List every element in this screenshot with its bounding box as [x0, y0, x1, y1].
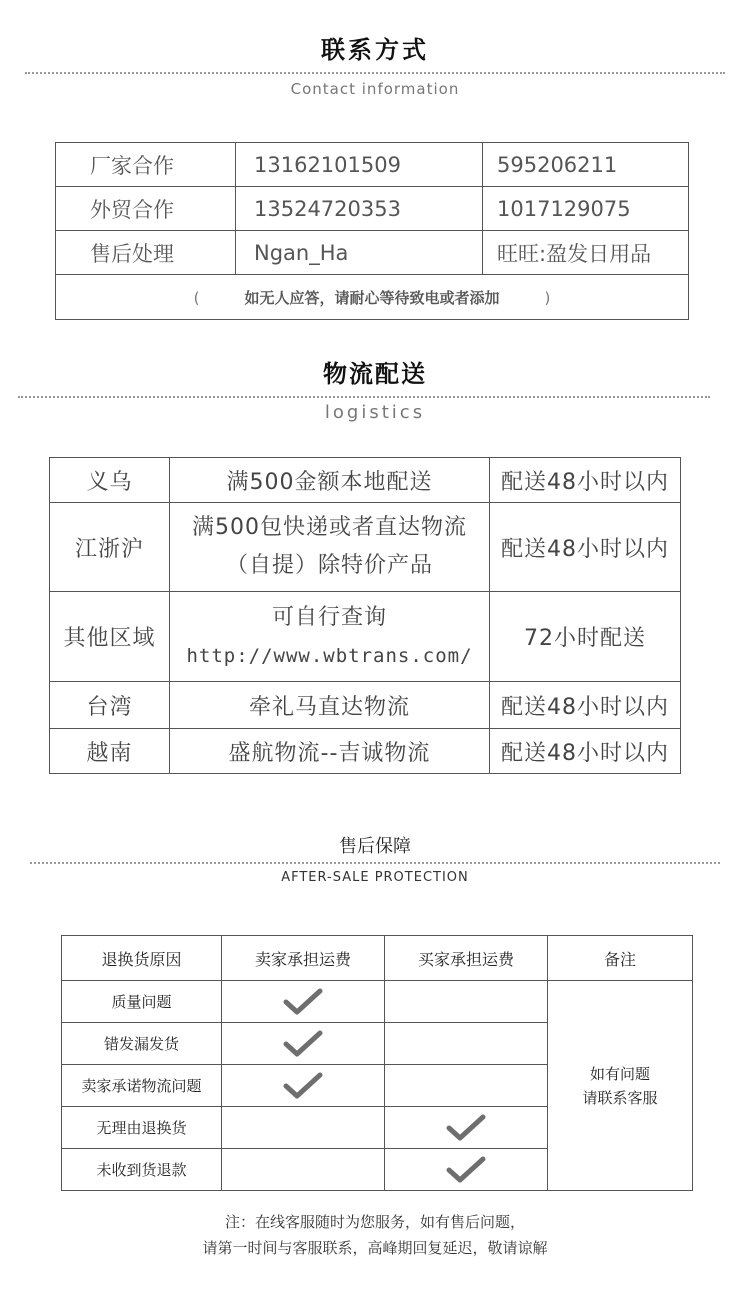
check-icon — [283, 1072, 323, 1100]
seller-cell — [222, 1149, 385, 1191]
check-icon — [446, 1156, 486, 1184]
aftersale-subtitle: AFTER-SALE PROTECTION — [281, 870, 469, 885]
buyer-cell — [385, 981, 548, 1023]
logistics-url[interactable]: http://www.wbtrans.com/ — [186, 644, 473, 667]
aftersale-title: 售后保障 — [339, 836, 411, 857]
aftersale-reason: 无理由退换货 — [62, 1107, 222, 1149]
aftersale-reason: 卖家承诺物流问题 — [62, 1065, 222, 1107]
contact-label: 厂家合作 — [56, 143, 236, 187]
logistics-method: 满500金额本地配送 — [170, 458, 490, 503]
contact-wechat: Ngan_Ha — [236, 231, 483, 275]
logistics-time: 配送48小时以内 — [490, 503, 681, 592]
contact-row — [56, 231, 689, 275]
aftersale-row — [62, 981, 693, 1023]
aftersale-remark — [548, 981, 693, 1191]
remark-line: 请联系客服 — [582, 1088, 658, 1107]
logistics-region: 越南 — [50, 729, 170, 774]
aftersale-table — [61, 935, 693, 1191]
logistics-time: 配送48小时以内 — [490, 682, 681, 729]
contact-row — [56, 143, 689, 187]
aftersale-header-row — [62, 936, 693, 981]
aftersale-reason: 未收到货退款 — [62, 1149, 222, 1191]
seller-cell — [222, 981, 385, 1023]
logistics-method-line: 可自行查询 — [271, 604, 387, 630]
check-icon — [283, 988, 323, 1016]
contact-wangwang: 旺旺:盈发日用品 — [483, 231, 689, 275]
footer-line-2: 请第一时间与客服联系，高峰期回复延迟，敬请谅解 — [202, 1239, 548, 1257]
note-open-paren: ( — [193, 288, 200, 307]
buyer-cell — [385, 1149, 548, 1191]
contact-table — [55, 142, 689, 320]
logistics-row — [50, 503, 681, 592]
logistics-row — [50, 682, 681, 729]
contact-phone: 13162101509 — [236, 143, 483, 187]
check-icon — [283, 1030, 323, 1058]
logistics-time: 配送48小时以内 — [490, 458, 681, 503]
logistics-method — [170, 503, 490, 592]
seller-cell — [222, 1023, 385, 1065]
logistics-table — [49, 457, 681, 774]
remark-line: 如有问题 — [589, 1064, 650, 1083]
header-reason: 退换货原因 — [62, 936, 222, 981]
logistics-row — [50, 458, 681, 503]
contact-qq: 1017129075 — [483, 187, 689, 231]
logistics-method — [170, 592, 490, 682]
logistics-region: 台湾 — [50, 682, 170, 729]
aftersale-divider — [30, 862, 720, 864]
contact-label: 外贸合作 — [56, 187, 236, 231]
contact-divider — [25, 72, 725, 74]
contact-phone: 13524720353 — [236, 187, 483, 231]
contact-note-row — [56, 275, 689, 320]
logistics-method: 牵礼马直达物流 — [170, 682, 490, 729]
header-remark: 备注 — [548, 936, 693, 981]
logistics-method-line: 满500包快递或者直达物流 — [192, 515, 467, 540]
contact-qq: 595206211 — [483, 143, 689, 187]
aftersale-reason: 错发漏发货 — [62, 1023, 222, 1065]
logistics-region: 义乌 — [50, 458, 170, 503]
logistics-row — [50, 729, 681, 774]
seller-cell — [222, 1065, 385, 1107]
logistics-subtitle: logistics — [324, 402, 426, 423]
logistics-region: 其他区域 — [50, 592, 170, 682]
buyer-cell — [385, 1107, 548, 1149]
logistics-region: 江浙沪 — [50, 503, 170, 592]
logistics-time: 72小时配送 — [490, 592, 681, 682]
contact-title: 联系方式 — [321, 36, 429, 64]
check-icon — [446, 1114, 486, 1142]
buyer-cell — [385, 1023, 548, 1065]
logistics-method: 盛航物流--吉诚物流 — [170, 729, 490, 774]
logistics-divider — [18, 396, 710, 398]
footer-line-1: 注：在线客服随时为您服务，如有售后问题， — [224, 1213, 525, 1231]
contact-label: 售后处理 — [56, 231, 236, 275]
logistics-time: 配送48小时以内 — [490, 729, 681, 774]
aftersale-reason: 质量问题 — [62, 981, 222, 1023]
logistics-method-line: （自提）除特价产品 — [225, 553, 433, 578]
contact-note — [56, 275, 689, 320]
note-close-paren: ) — [544, 288, 551, 307]
logistics-row — [50, 592, 681, 682]
logistics-title: 物流配送 — [323, 360, 427, 388]
header-buyer-pays: 买家承担运费 — [385, 936, 548, 981]
contact-row — [56, 187, 689, 231]
buyer-cell — [385, 1065, 548, 1107]
header-seller-pays: 卖家承担运费 — [222, 936, 385, 981]
contact-subtitle: Contact information — [290, 80, 460, 98]
note-text: 如无人应答，请耐心等待致电或者添加 — [244, 288, 500, 307]
seller-cell — [222, 1107, 385, 1149]
